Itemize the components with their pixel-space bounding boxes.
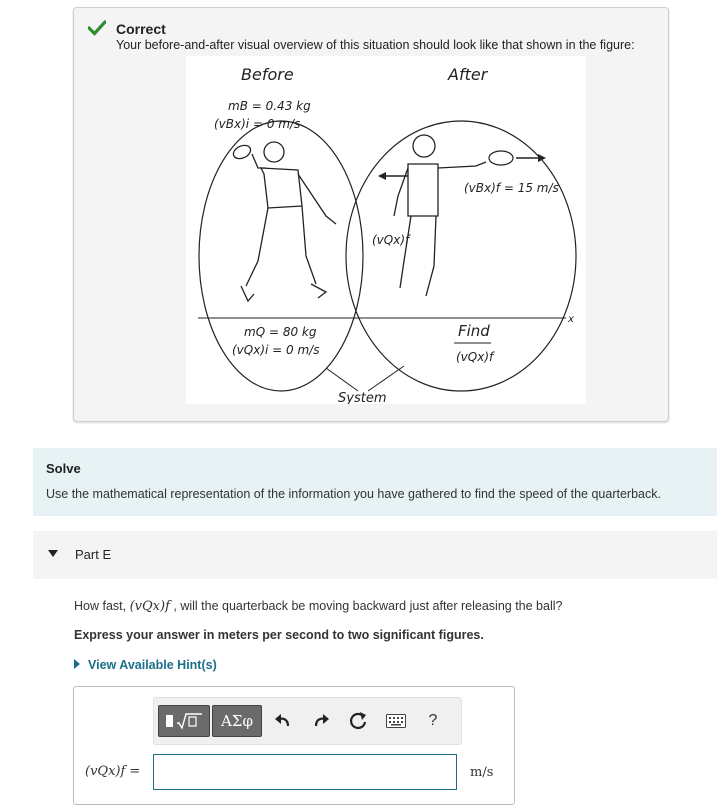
question-symbol: (vQx)f — [129, 599, 170, 614]
x-axis-label: x — [568, 314, 574, 325]
expand-triangle-icon — [74, 659, 80, 669]
help-button[interactable]: ? — [428, 712, 438, 729]
templates-icon — [164, 711, 204, 731]
question-suffix: , will the quarterback be moving backward just after releasing the ball? — [173, 599, 563, 613]
solve-title: Solve — [46, 461, 81, 476]
quarterback-final-velocity-label: (vQx)f — [372, 233, 410, 247]
part-header[interactable] — [33, 531, 717, 579]
find-value: (vQx)f — [456, 350, 494, 364]
collapse-caret-icon[interactable] — [48, 550, 58, 557]
ball-mass-label: mB = 0.43 kg — [228, 99, 311, 113]
quarterback-after-drawing — [394, 135, 486, 296]
answer-label: (vQx)f = — [85, 764, 141, 779]
view-hints-link[interactable] — [74, 658, 217, 672]
undo-icon[interactable] — [272, 710, 294, 732]
ball-after-icon — [489, 151, 546, 165]
solve-section — [33, 448, 717, 516]
math-toolbar — [153, 697, 462, 745]
templates-button[interactable] — [158, 705, 210, 737]
ball-final-velocity-label: (vBx)f = 15 m/s — [464, 181, 559, 195]
find-label: Find — [458, 322, 490, 340]
before-after-figure — [186, 56, 586, 404]
quarterback-before-drawing — [231, 142, 336, 301]
redo-icon[interactable] — [310, 710, 332, 732]
part-label[interactable]: Part E — [75, 547, 112, 562]
feedback-status: Correct — [116, 21, 166, 37]
answer-input[interactable] — [153, 754, 457, 790]
checkmark-icon — [88, 20, 106, 36]
ball-initial-velocity-label: (vBx)i = 0 m/s — [214, 117, 301, 131]
question-text — [74, 599, 562, 614]
after-heading: After — [448, 65, 488, 84]
quarterback-initial-velocity-label: (vQx)i = 0 m/s — [232, 343, 320, 357]
feedback-panel — [73, 7, 669, 422]
answer-unit: m/s — [470, 765, 494, 780]
feedback-message: Your before-and-after visual overview of this situation should look like that shown in the figure: — [116, 38, 635, 52]
answer-instruction: Express your answer in meters per second to two significant figures. — [74, 628, 484, 642]
question-prefix: How fast, — [74, 599, 127, 613]
symbols-button[interactable]: ΑΣφ — [212, 705, 262, 737]
quarterback-mass-label: mQ = 80 kg — [244, 325, 317, 339]
system-label: System — [338, 391, 387, 404]
solve-text: Use the mathematical representation of the information you have gathered to find the speed of the quarterback. — [46, 487, 661, 501]
keyboard-icon[interactable] — [385, 710, 407, 732]
reset-icon[interactable] — [347, 710, 369, 732]
before-heading: Before — [241, 65, 294, 84]
hint-link-label[interactable]: View Available Hint(s) — [88, 658, 217, 672]
answer-box — [73, 686, 515, 805]
